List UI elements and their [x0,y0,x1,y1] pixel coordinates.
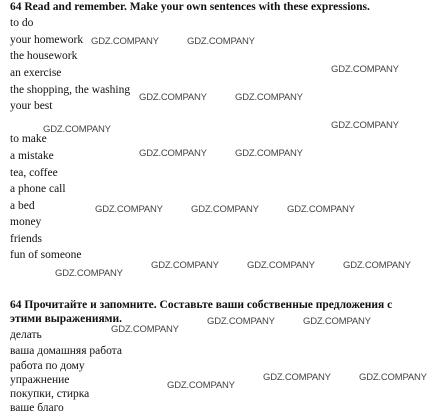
watermark: GDZ.COMPANY [287,204,355,215]
watermark: GDZ.COMPANY [167,380,235,391]
watermark: GDZ.COMPANY [247,260,315,271]
make-item: tea, coffee [10,167,58,179]
exercise-title-en: 64 Read and remember. Make your own sentences with these expressions. [10,1,370,13]
exercise-title-ru-line2: этими выражениями. [10,313,123,325]
watermark: GDZ.COMPANY [331,120,399,131]
watermark: GDZ.COMPANY [303,316,371,327]
watermark: GDZ.COMPANY [263,372,331,383]
watermark: GDZ.COMPANY [151,260,219,271]
watermark: GDZ.COMPANY [91,36,159,47]
watermark: GDZ.COMPANY [187,36,255,47]
watermark: GDZ.COMPANY [111,324,179,335]
watermark: GDZ.COMPANY [235,148,303,159]
do-item: your homework [10,34,84,46]
watermark: GDZ.COMPANY [207,316,275,327]
do-item: the housework [10,50,78,62]
watermark: GDZ.COMPANY [55,268,123,279]
make-item: a mistake [10,150,54,162]
watermark: GDZ.COMPANY [95,204,163,215]
ru-item: работа по дому [10,360,85,372]
ru-item: упражнение [10,374,70,386]
watermark: GDZ.COMPANY [331,64,399,75]
ru-item: делать [10,329,42,341]
watermark: GDZ.COMPANY [43,124,111,135]
verb-to-do: to do [10,17,34,29]
exercise-title-ru-line1: 64 Прочитайте и запомните. Составьте ваши собственные предложения с [10,299,393,311]
do-item: the shopping, the washing [10,84,131,96]
watermark: GDZ.COMPANY [235,92,303,103]
watermark: GDZ.COMPANY [139,148,207,159]
watermark: GDZ.COMPANY [139,92,207,103]
ru-item: ваше благо [10,402,64,414]
make-item: friends [10,233,42,245]
ru-item: ваша домашняя работа [10,345,122,357]
make-item: money [10,216,42,228]
do-item: an exercise [10,67,62,79]
make-item: a phone call [10,183,66,195]
watermark: GDZ.COMPANY [359,372,427,383]
do-item: your best [10,100,53,112]
verb-to-make: to make [10,133,47,145]
make-item: fun of someone [10,249,82,261]
watermark: GDZ.COMPANY [191,204,259,215]
ru-item: покупки, стирка [10,388,90,400]
make-item: a bed [10,200,35,212]
watermark: GDZ.COMPANY [343,260,411,271]
